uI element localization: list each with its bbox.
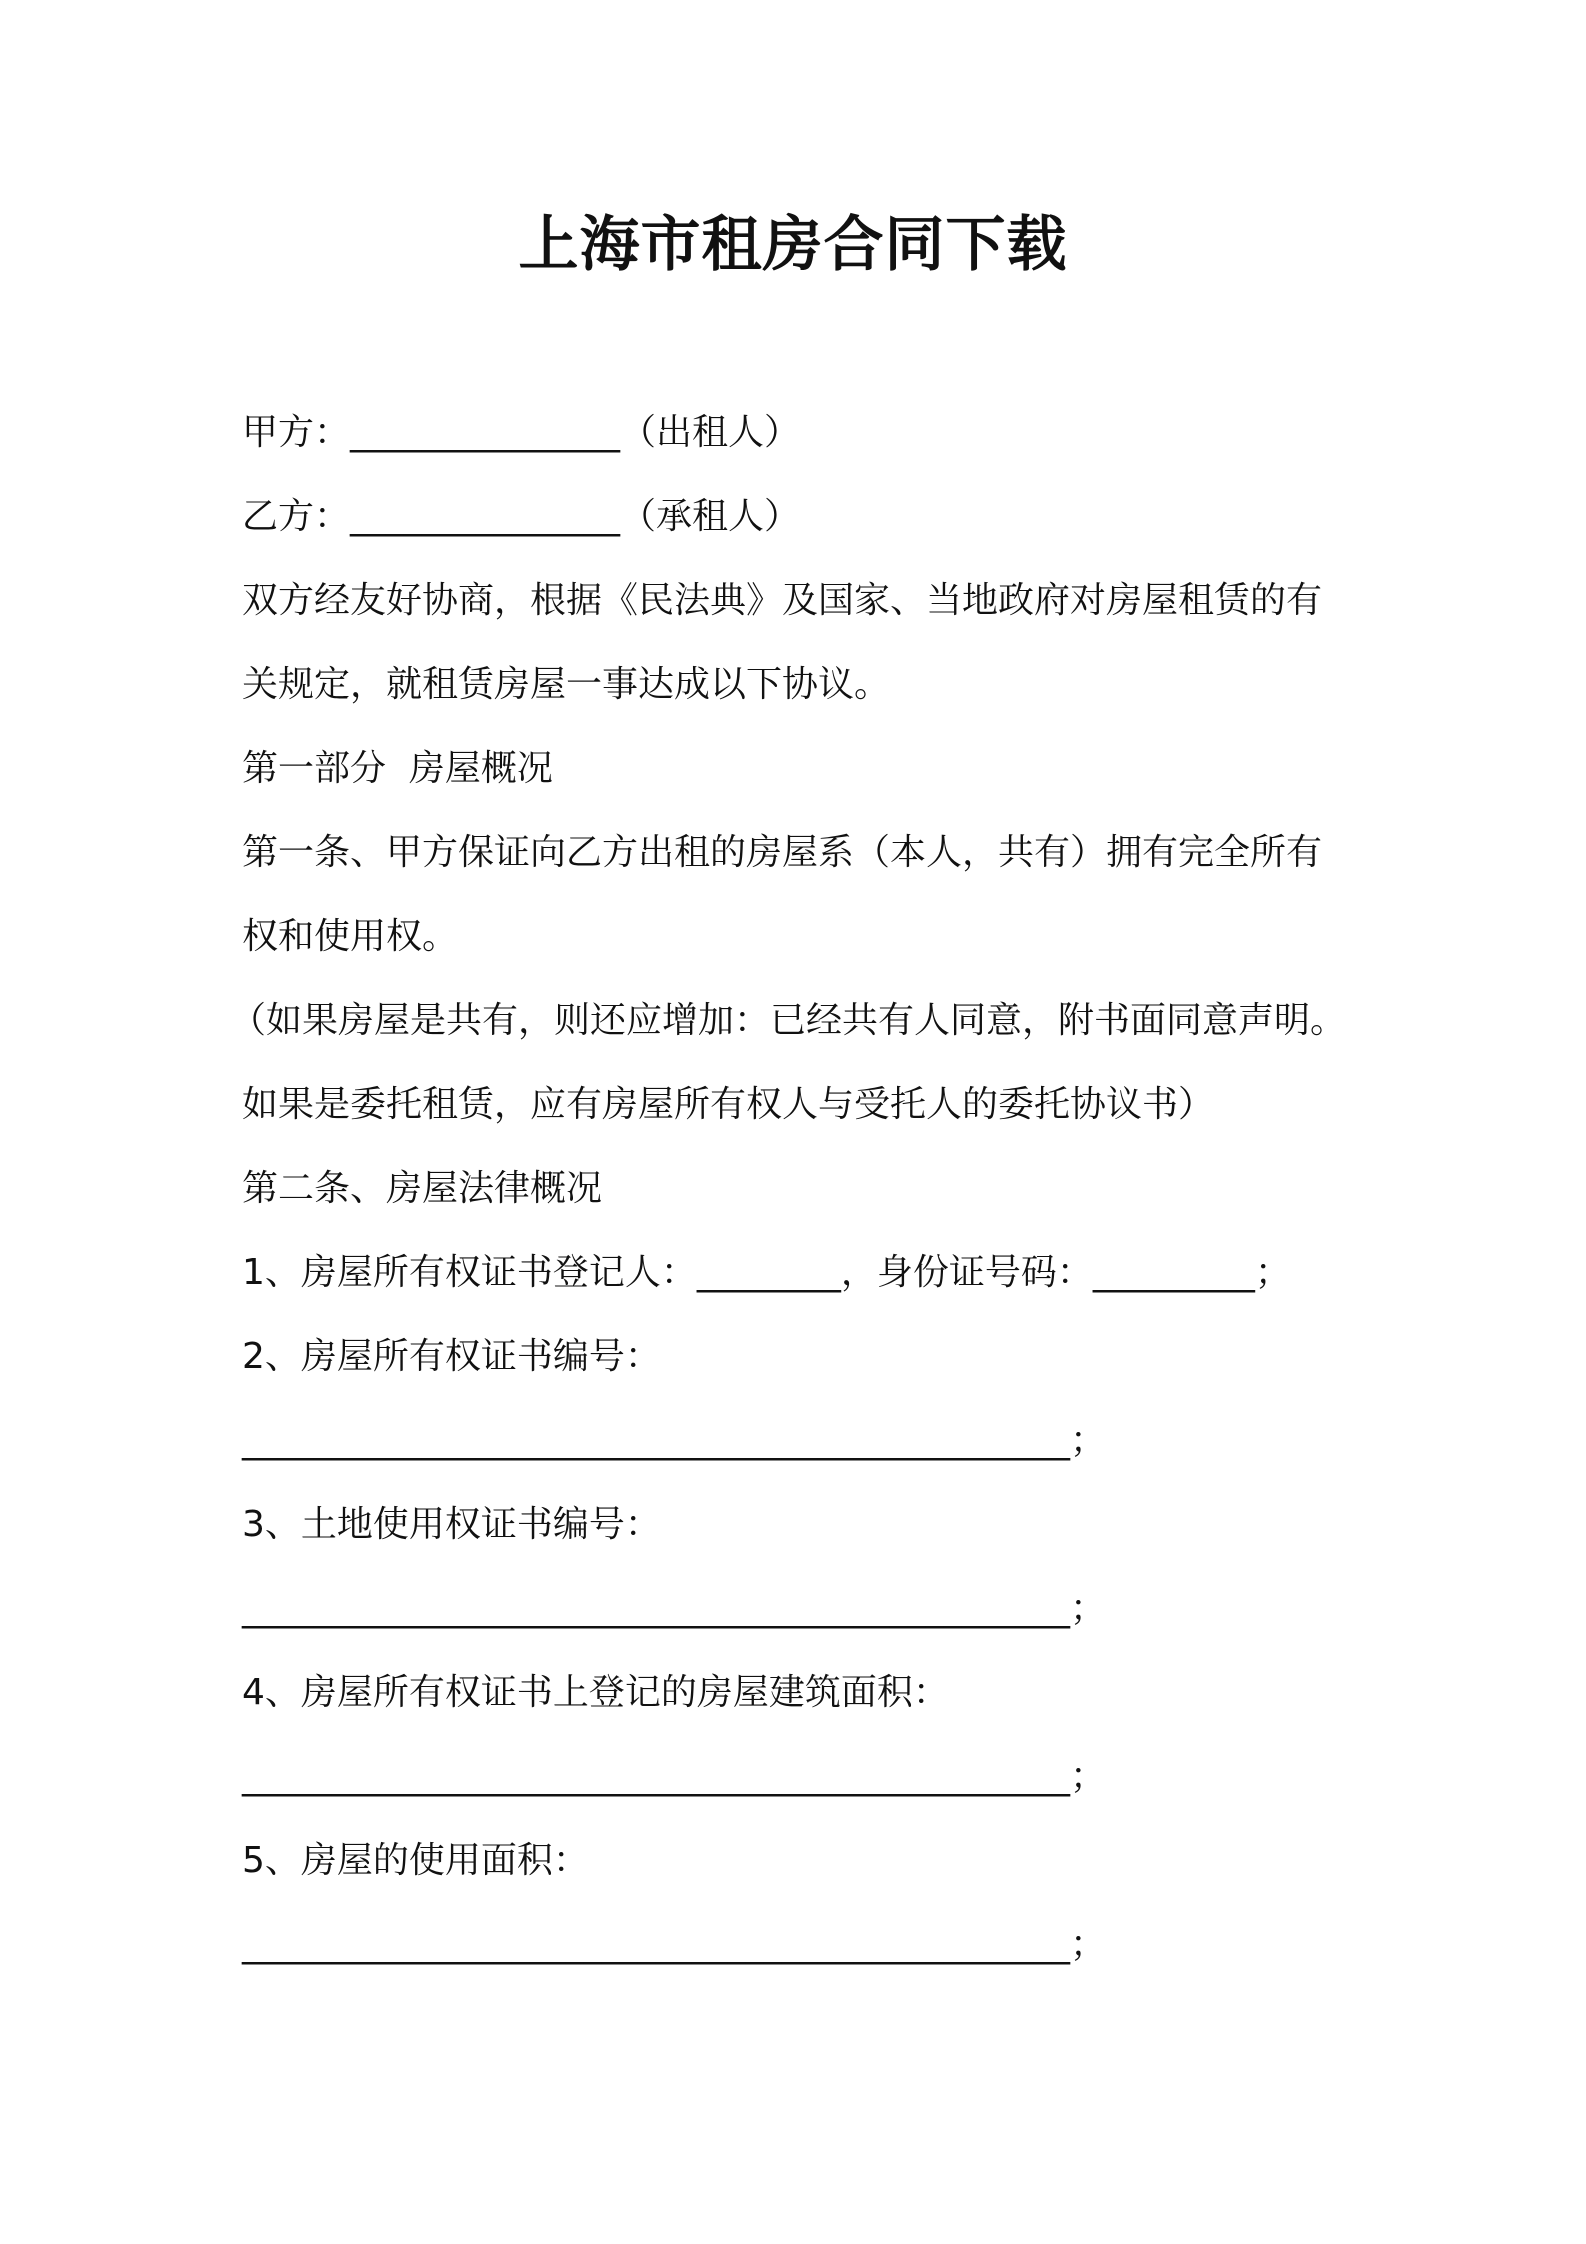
item-5-blank-line: ______________________________________________； (242, 1924, 1106, 1965)
item-2-certificate-number-label: 2、房屋所有权证书编号： (242, 1336, 661, 1377)
item-4-blank-line: ______________________________________________； (242, 1756, 1106, 1797)
section-heading-part-1: 第一部分 房屋概况 (242, 748, 553, 789)
document-title: 上海市租房合同下载 (518, 210, 1068, 280)
preamble-line-1: 双方经友好协商，根据《民法典》及国家、当地政府对房屋租赁的有 (242, 580, 1323, 621)
item-3-land-certificate-label: 3、土地使用权证书编号： (242, 1504, 661, 1545)
article-2-heading: 第二条、房屋法律概况 (242, 1168, 603, 1209)
item-4-building-area-label: 4、房屋所有权证书上登记的房屋建筑面积： (242, 1672, 949, 1713)
item-3-blank-line: ______________________________________________； (242, 1588, 1106, 1629)
note-line-1: （如果房屋是共有，则还应增加：已经共有人同意，附书面同意声明。 (230, 1000, 1347, 1041)
item-1-certificate-holder: 1、房屋所有权证书登记人：________，身份证号码：_________； (242, 1252, 1291, 1293)
note-line-2: 如果是委托租赁，应有房屋所有权人与受托人的委托协议书） (242, 1084, 1215, 1125)
article-1-line-1: 第一条、甲方保证向乙方出租的房屋系（本人，共有）拥有完全所有 (242, 832, 1323, 873)
item-5-usable-area-label: 5、房屋的使用面积： (242, 1840, 589, 1881)
party-a-line: 甲方：_______________（出租人） (242, 412, 801, 453)
article-1-line-2: 权和使用权。 (242, 916, 459, 957)
preamble-line-2: 关规定，就租赁房屋一事达成以下协议。 (242, 664, 891, 705)
item-2-blank-line: ______________________________________________； (242, 1420, 1106, 1461)
party-b-line: 乙方：_______________（承租人） (242, 496, 801, 537)
